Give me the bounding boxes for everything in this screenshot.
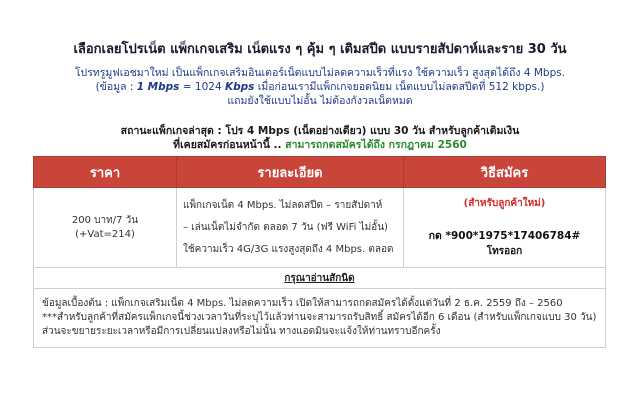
package-table	[33, 156, 606, 348]
status-text	[40, 124, 600, 152]
intro-equals: = 1024	[182, 81, 222, 93]
intro-kbps: Kbps	[224, 81, 255, 93]
intro-line-1: โปรทรูมูฟเอชมาใหม่ เป็นแพ็กเกจเสริมอินเตอร์เน็ตแบบไม่ลดความเร็วที่แรง ใช้ความเร็ว สูงสุดได้ถึง 4 Mbps.	[74, 67, 566, 79]
price-value: 200 บาท/7 วัน	[71, 214, 139, 226]
status-deadline: สามารถกดสมัครได้ถึง กรกฎาคม 2560	[285, 139, 467, 151]
note-body-row	[34, 289, 606, 348]
detail-line-2: – เล่นเน็ตไม่จำกัด ตลอด 7 วัน (ฟรี WiFi ไม่อั้น)	[183, 221, 388, 233]
ussd-code-call: โทรออก	[486, 246, 523, 258]
intro-line-2-prefix: (ข้อมูล :	[95, 81, 134, 93]
intro-text	[40, 66, 600, 108]
price-cell	[34, 188, 177, 268]
detail-line-1: แพ็กเกจเน็ต 4 Mbps. ไม่ลดสปีด – รายสัปดาห์	[183, 199, 383, 211]
note-body: ข้อมูลเบื้องต้น : แพ็กเกจเสริมเน็ต 4 Mbps. ไม่ลดความเร็ว เปิดให้สามารถกดสมัครได้ตั้งแต่วันที่ 2 ธ.ค. 2559 ถึง – 2560 ***สำหรับลูกค้าที่สมัครแพ็กเกจนี้ช่วงเวลาวันที่ระบุไว้แล้วท่านจะสามารถรับสิทธิ์ สมัครได้อีก 6 เดือน (สำหรับแพ็กเกจแบบ 30 วัน) ส่วนจะขยายระยะเวลาหรือมีการเปลี่ยนแปลงหรือไม่นั้น ทางแอดมินจะแจ้งให้ท่านทราบอีกครั้ง	[34, 289, 606, 348]
new-customer-note: (สำหรับลูกค้าใหม่)	[463, 198, 546, 210]
status-line-2	[40, 138, 600, 152]
page-title: เลือกเลยโปรเน็ต แพ็กเกจเสริม เน็ตแรง ๆ คุ้ม ๆ เติมสปีด แบบรายสัปดาห์และราย 30 วัน	[73, 42, 567, 57]
note-heading-row	[34, 268, 606, 289]
ussd-code[interactable]: กด *900*1975*17406784#	[428, 230, 581, 243]
table-row	[34, 188, 606, 268]
price-vat: (+Vat=214)	[75, 228, 135, 240]
intro-line-2	[40, 80, 600, 94]
how-to-apply-cell	[404, 188, 606, 268]
detail-line-3: ใช้ความเร็ว 4G/3G แรงสูงสุดถึง 4 Mbps. ตลอด	[183, 243, 394, 255]
status-line-2-prefix: ที่เคยสมัครก่อนหน้านี้ ..	[173, 139, 282, 151]
intro-line-3: แถมยังใช้แบบไม่อั้น ไม่ต้องกังวลเน็ตหมด	[227, 95, 413, 107]
intro-mbps: 1 Mbps	[136, 81, 180, 93]
intro-line-2-suffix: เมื่อก่อนเรามีแพ็กเกจยอดนิยม เน็ตแบบไม่ลดสปีดที่ 512 kbps.)	[257, 81, 545, 93]
details-cell	[177, 188, 404, 268]
table-header-row	[34, 157, 606, 188]
status-line-1: สถานะแพ็กเกจล่าสุด : โปร 4 Mbps (เน็ตอย่างเดียว) แบบ 30 วัน สำหรับลูกค้าเติมเงิน	[120, 125, 520, 137]
header-how-to-apply: วิธีสมัคร	[404, 157, 606, 188]
header-price: ราคา	[34, 157, 177, 188]
note-heading: กรุณาอ่านสักนิด	[34, 268, 606, 289]
header-details: รายละเอียด	[177, 157, 404, 188]
